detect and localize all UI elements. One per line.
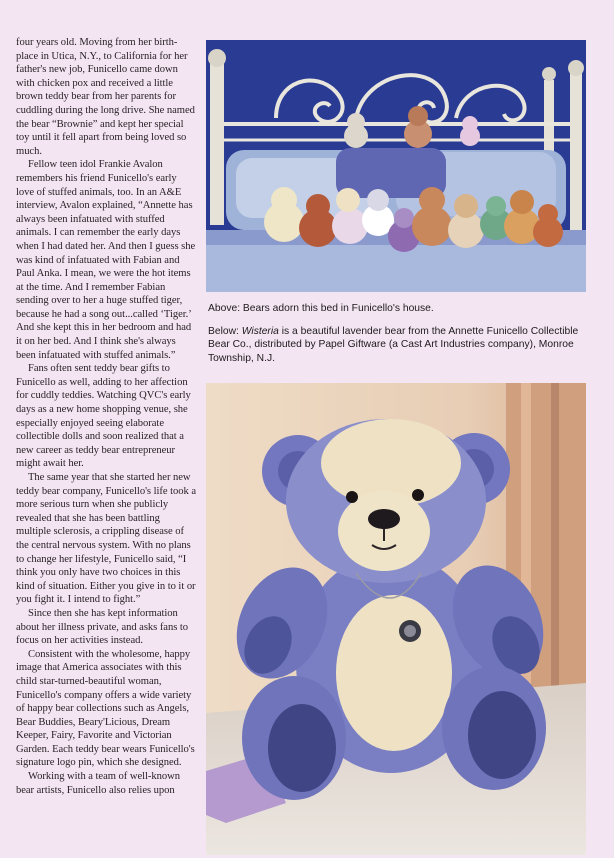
- article-paragraph: The same year that she started her new teddy bear company, Funicello's life took a more serious turn when she publicly revealed that she has been battling multiple sclerosis, a crippling disease of the central nervous system. With no plans to change her lifestyle, Funicello said, “I think you only have two choices in this kind of situation. Either you give in to it or you fight it. I intend to fight.”: [16, 472, 196, 606]
- caption-bear-name: Wisteria: [241, 326, 279, 338]
- caption-below: [208, 325, 598, 365]
- caption-below-text: is a beautiful lavender bear from the Annette Funicello Collectible Bear Co., distributed by Papel Giftware (a Cast Art Industries company), Monroe Township, N.J.: [208, 326, 579, 364]
- photo-captions: [208, 302, 598, 375]
- wisteria-bear-photo: [206, 383, 586, 855]
- caption-below-prefix: Below:: [208, 326, 242, 338]
- article-paragraph: four years old. Moving from her birth-place in Utica, N.Y., to California for her father's new job, Funicello came down with chicken pox and received a little brown teddy bear from her parents for cuddling during the long drive. She named the bear “Brownie” and kept her special toy until it fell apart from being loved so much.: [16, 37, 195, 157]
- article-paragraph: Consistent with the wholesome, happy image that America associates with this child star-turned-beautiful woman, Funicello's company offers a wide variety of happy bear collections such as Angels, Bear Buddies, Beary'Licious, Dream Keeper, Fairy, Favorite and Victorian Garden. Each teddy bear wears Funicello's signature logo pin, which she designed.: [16, 648, 195, 769]
- article-paragraph: Since then she has kept information about her illness private, and asks fans to focus on her activities instead.: [16, 607, 189, 647]
- article-column: [16, 36, 196, 797]
- bed-with-teddy-bears-image: [206, 40, 586, 292]
- article-paragraph: Fans often sent teddy bear gifts to Funicello as well, adding to her affection for cuddly teddies. Watching QVC's early days as a new home shopping venue, she especially enjoyed seeing elaborate collectible dolls and soon realized that a new career as teddy bear entrepreneur might await her.: [16, 363, 191, 470]
- article-paragraph: Working with a team of well-known bear artists, Funicello also relies upon: [16, 771, 180, 796]
- caption-above: Above: Bears adorn this bed in Funicello's house.: [208, 303, 434, 314]
- wisteria-lavender-bear-image: [206, 383, 586, 855]
- article-paragraph: Fellow teen idol Frankie Avalon remembers his friend Funicello's early love of stuffed animals, too. In an A&E interview, Avalon explained, “Annette has always been infatuated with stuffed animals. I can remember the early days when I had dated her. And then I guess she was kind of infatuated with Fabian and Paul Anka. I mean, we were the hot items at the time. And I remember Fabian sending over to her a huge stuffed tiger, because he had a song out...called ‘Tiger.’ And she kept this in her bedroom and had it on her bed. And I think she's always been infatuated with stuffed animals.”: [16, 159, 196, 361]
- bed-photo: [206, 40, 586, 292]
